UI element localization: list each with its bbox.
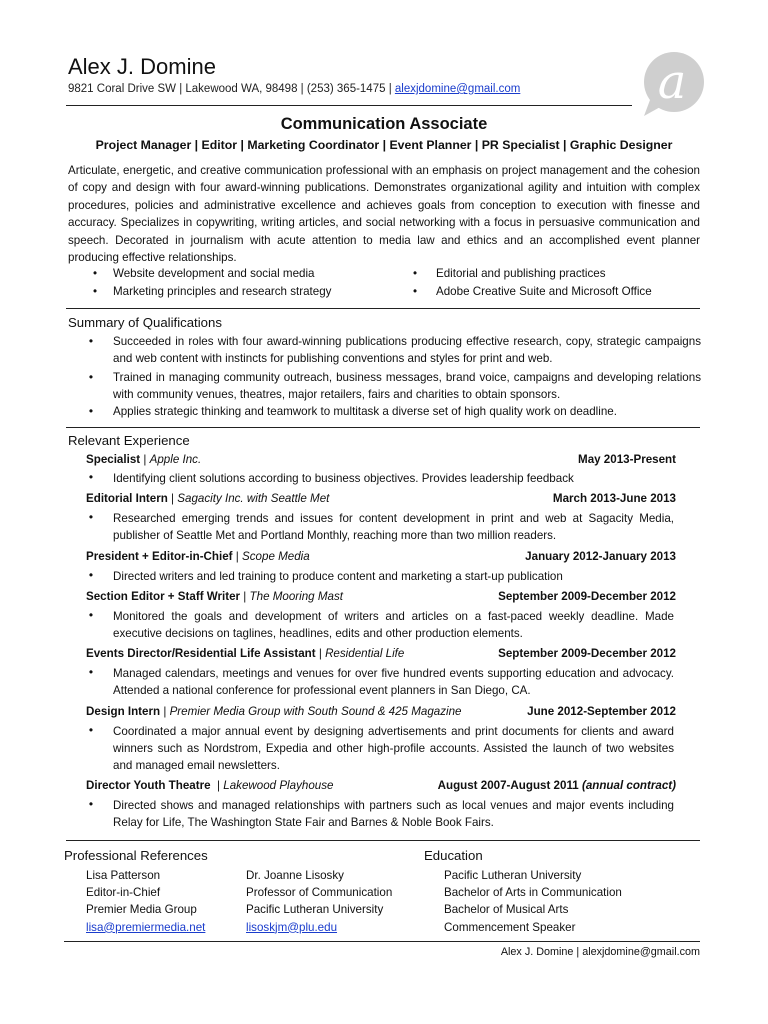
job-date-note: (annual contract) [581,779,676,792]
bullet-icon: • [88,665,94,679]
reference-role: Editor-in-Chief [86,886,161,900]
bullet-icon: • [412,285,418,298]
job-org: Lakewood Playhouse [223,779,334,792]
bullet-icon: • [88,404,94,418]
education-entry [444,867,622,936]
bullet-icon: • [88,568,94,582]
job-role: Section Editor + Staff Writer [86,590,241,603]
headline: Communication Associate [280,115,488,133]
job-description: Coordinated a major annual event by designing advertisements and print documents for clients and award winners such as Nordstrom, Expedia and other high-profile accounts. Assisted the launch of two websites and managed email newsletters. [113,725,674,772]
job-date: March 2013-June 2013 [552,492,676,505]
job-description: Directed shows and managed relationships with partners such as local venues and major events including Relay for Life, The Washington State Fair and Barnes & Noble Book Fairs. [113,799,674,829]
reference-name: Lisa Patterson [86,869,161,882]
bullet-icon: • [88,510,94,524]
reference-entry [246,867,392,936]
job-org: Premier Media Group with South Sound & 425 Magazine [169,705,462,718]
references-title: Professional References [64,848,208,863]
roles-line: Project Manager | Editor | Marketing Coordinator | Event Planner | PR Specialist | Graphic Designer [95,138,673,152]
reference-email-link[interactable]: lisoskjm@plu.edu [246,920,338,934]
contact-address: 9821 Coral Drive SW | Lakewood WA, 98498 | (253) 365-1475 | [68,83,395,95]
bullet-icon: • [92,285,98,298]
job-role: Events Director/Residential Life Assistant [86,647,316,660]
contact-email-link[interactable]: alexjdomine@gmail.com [394,83,521,95]
job-description: Monitored the goals and development of writers and articles on a fast-paced weekly deadline. Made executive decisions on taglines, headlines, edits and other production elements. [113,610,674,640]
qualification-text: Applies strategic thinking and teamwork to multitask a diverse set of high quality work on deadline. [113,405,617,418]
candidate-name: Alex J. Domine [68,54,216,79]
section-divider [66,308,700,309]
skill-item: Adobe Creative Suite and Microsoft Office [436,285,652,298]
education-line: Bachelor of Musical Arts [444,903,569,917]
bullet-icon: • [88,334,94,348]
job-date: January 2012-January 2013 [525,550,676,563]
bullet-icon: • [88,608,94,622]
education-line: Pacific Lutheran University [444,869,582,882]
experience-title: Relevant Experience [68,433,190,448]
job-date: May 2013-Present [578,453,676,466]
job-org: The Mooring Mast [249,590,343,603]
bullet-icon: • [88,797,94,811]
job-title: President + Editor-in-Chief | Scope Media [86,550,310,563]
qualification-text: Trained in managing community outreach, business messages, brand voice, campaigns and developing relations with community venues, theatres, major retailers, fairs and charities to obtain sponsors. [113,371,701,401]
reference-name: Dr. Joanne Lisosky [246,869,344,882]
job-date: September 2009-December 2012 [498,590,676,603]
job-title: Specialist | Apple Inc. [86,453,202,466]
job-org: Apple Inc. [149,453,202,466]
qualification-text: Succeeded in roles with four award-winning publications producing effective research, copy, strategic campaigns and web content with instincts for publishing conventions and styles for print and web. [113,335,701,365]
section-divider [66,427,700,428]
reference-role: Professor of Communication [246,886,393,900]
bullet-icon: • [92,267,98,280]
job-description: Directed writers and led training to produce content and marketing a start-up publication [113,570,563,583]
job-role: Design Intern [86,705,161,718]
job-role: Specialist [86,453,141,466]
professional-summary: Articulate, energetic, and creative communication professional with an emphasis on project management and the cohesion of copy and design with four award-winning publications. Demonstrates organizational agility and intuition with complex procedures, policies and administrative excellence and achieves goals from conception to execution with finesse and accuracy. Specializes in copywriting, writing articles, and social networking with a focus in persuasive communication and speech. Decorated in journalism with acute attention to media law and ethics and an accomplished event planner producing effective relationships. [68,164,700,265]
job-title: Editorial Intern | Sagacity Inc. with Seattle Met [86,492,330,505]
reference-email-link[interactable]: lisa@premiermedia.net [86,920,206,934]
bullet-icon: • [412,267,418,280]
job-date: June 2012-September 2012 [527,705,676,718]
job-date [438,779,676,792]
footer-divider [64,941,700,942]
education-line: Commencement Speaker [444,920,576,934]
contact-line [68,83,520,95]
skill-item: Website development and social media [113,267,315,280]
bullet-icon: • [88,723,94,737]
job-description: Identifying client solutions according to business objectives. Provides leadership feedback [113,472,574,485]
job-title: Design Intern | Premier Media Group with South Sound & 425 Magazine [86,705,462,718]
reference-org: Pacific Lutheran University [246,903,384,917]
reference-entry [86,867,205,936]
logo-letter: a [657,54,687,110]
footer-text: Alex J. Domine | alexjdomine@gmail.com [500,946,700,958]
job-title: Events Director/Residential Life Assistant | Residential Life [86,647,405,660]
job-description: Managed calendars, meetings and venues for over five hundred events supporting education and advocacy. Attended a national conference for professional event planners in San Diego, CA. [113,667,674,697]
job-role: Director Youth Theatre [86,779,211,792]
bullet-icon: • [88,470,94,484]
bullet-icon: • [88,370,94,384]
skill-item: Marketing principles and research strategy [113,285,332,298]
job-date: September 2009-December 2012 [498,647,676,660]
education-line: Bachelor of Arts in Communication [444,886,622,900]
job-org: Scope Media [242,550,310,563]
job-role: Editorial Intern [86,492,168,505]
qualifications-title: Summary of Qualifications [68,315,222,330]
job-title: Director Youth Theatre | Lakewood Playhouse [86,779,334,792]
skill-item: Editorial and publishing practices [436,267,606,280]
job-description: Researched emerging trends and issues for content development in print and web at Sagacity Media, publisher of Seattle Met and Portland Monthly, reaching more than two million readers. [113,512,674,542]
job-date-range: August 2007-August 2011 [437,779,579,792]
section-divider [66,840,700,841]
monogram-logo [636,50,708,120]
job-org: Residential Life [325,647,405,660]
job-title: Section Editor + Staff Writer | The Mooring Mast [86,590,343,603]
education-title: Education [424,848,483,863]
job-role: President + Editor-in-Chief [86,550,233,563]
job-org: Sagacity Inc. with Seattle Met [177,492,330,505]
header-divider [66,105,632,106]
reference-org: Premier Media Group [86,903,197,917]
